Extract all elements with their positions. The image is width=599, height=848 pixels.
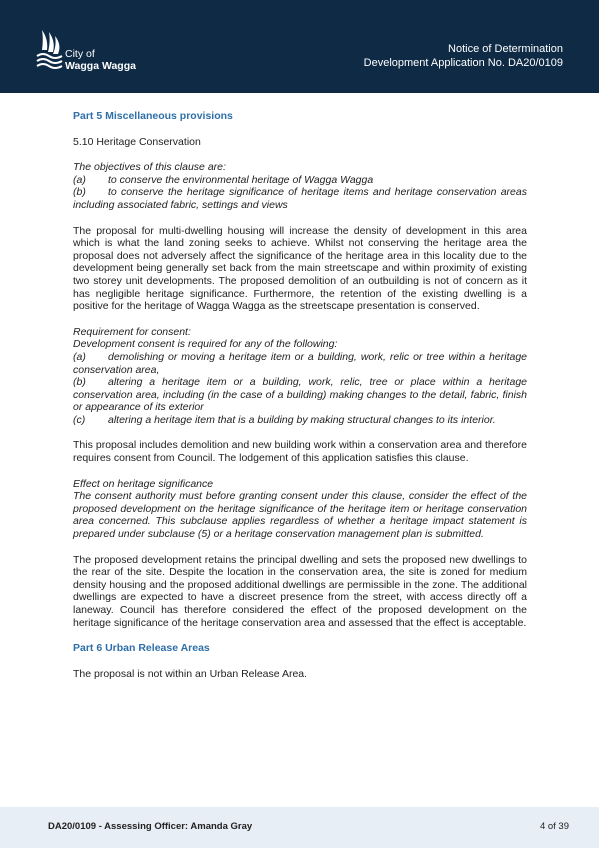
objectives-section <box>73 161 527 211</box>
requirement-a-marker: (a) <box>73 350 86 363</box>
page-footer <box>0 807 599 848</box>
objective-b <box>73 186 527 211</box>
part6-text: The proposal is not within an Urban Release Area. <box>73 667 308 680</box>
objective-a-marker: (a) <box>73 173 86 186</box>
requirement-b-marker: (b) <box>73 376 86 389</box>
consent-paragraph: This proposal includes demolition and new building work within a conservation area and therefore requires consent from Council. The lodgement of this application satisfies this clause. <box>73 439 527 465</box>
effect-heading: Effect on heritage significance <box>73 477 214 490</box>
heritage-assessment-paragraph: The proposal for multi-dwelling housing will increase the density of development in this area which is what the land zoning seeks to achieve. Whilst not conserving the heritage area the proposal does not adversely affect the significance of the heritage area in this locality due to the development being generally set back from the main streetscape and within proximity of existing two storey unit developments. The proposed demolition of an outbuilding is not of concern as it has negligible heritage significance. Furthermore, the retention of the existing dwelling is a positive for the heritage of Wagga Wagga as the streetscape presentation is conserved. <box>73 224 527 313</box>
objectives-intro: The objectives of this clause are: <box>73 161 226 174</box>
council-crest-icon <box>36 28 64 72</box>
requirement-a <box>73 351 527 376</box>
page-number: 4 of 39 <box>539 821 569 832</box>
requirement-c-marker: (c) <box>73 413 86 426</box>
application-number: Development Application No. DA20/0109 <box>363 57 563 69</box>
requirement-c-text: altering a heritage item that is a building by making structural changes to its interior. <box>108 413 496 426</box>
page-content <box>73 110 527 693</box>
effect-assessment-paragraph: The proposed development retains the principal dwelling and sets the proposed new dwellings to the rear of the site. Despite the location in the conservation area, the site is zoned for medium density housing and the proposed additional dwellings are permissible in the zone. The additional dwellings are expected to have a discreet presence from the street, with access directly off a laneway. Council has therefore considered the effect of the proposed development on the heritage significance of the heritage conservation area and assessed that the effect is acceptable. <box>73 553 527 629</box>
logo-text <box>65 48 136 72</box>
objective-a <box>73 174 527 187</box>
requirement-intro: Development consent is required for any of the following: <box>73 338 338 351</box>
part6-heading: Part 6 Urban Release Areas <box>73 642 210 655</box>
logo-line-1: City of <box>65 48 95 60</box>
assessing-officer: DA20/0109 - Assessing Officer: Amanda Gray <box>48 821 253 832</box>
objective-b-marker: (b) <box>73 186 86 199</box>
requirement-b <box>73 376 527 414</box>
requirement-section <box>73 326 527 427</box>
requirement-c <box>73 414 527 427</box>
council-logo <box>36 28 146 78</box>
effect-text: The consent authority must before granting consent under this clause, consider the effect of the proposed development on the heritage significance of the heritage item or heritage conservation area concerned. This subclause applies regardless of whether a heritage impact statement is prepared under subclause (5) or a heritage conservation management plan is submitted. <box>73 490 527 541</box>
logo-line-2: Wagga Wagga <box>65 60 136 72</box>
clause-title: 5.10 Heritage Conservation <box>73 135 201 148</box>
page-header <box>0 0 599 93</box>
document-info <box>364 42 563 70</box>
requirement-heading: Requirement for consent: <box>73 325 191 338</box>
objective-b-text: to conserve the heritage significance of heritage items and heritage conservation areas including associated fabric, settings and views <box>73 186 527 211</box>
requirement-b-text: altering a heritage item or a building, work, relic, tree or place within a heritage conservation area, including (in the case of a building) making changes to the detail, fabric, finish or appearance of its exterior <box>73 376 527 414</box>
part5-heading: Part 5 Miscellaneous provisions <box>73 110 233 122</box>
requirement-a-text: demolishing or moving a heritage item or a building, work, relic or tree within a heritage conservation area, <box>73 350 527 376</box>
document-title: Notice of Determination <box>448 43 563 55</box>
effect-section <box>73 478 527 541</box>
objective-a-text: to conserve the environmental heritage of Wagga Wagga <box>108 173 374 186</box>
